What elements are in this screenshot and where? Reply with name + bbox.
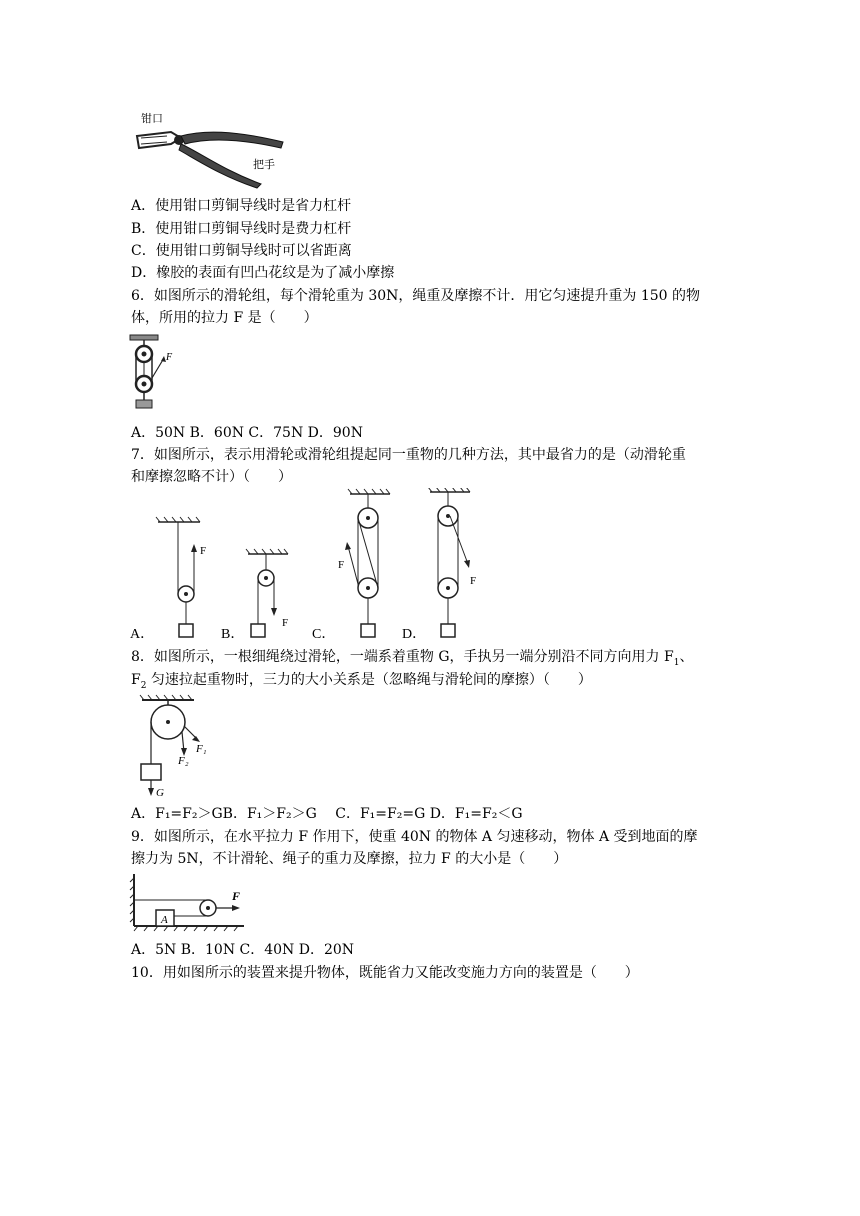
q8-g-label: G	[156, 787, 164, 799]
pliers-handle-label: 把手	[253, 159, 275, 171]
q7-c-force-label: F	[338, 559, 345, 571]
q8-question-line1	[131, 648, 693, 672]
q5-option-a: A．使用钳口剪铜导线时是省力杠杆	[131, 198, 352, 214]
q8-pulley-figure	[134, 692, 224, 802]
q7-option-d-label: D．	[402, 627, 427, 640]
q8-line2-text: F	[131, 672, 141, 688]
q9-a-label: A	[161, 914, 168, 926]
q10-question-line1: 10．用如图所示的装置来提升物体，既能省力又能改变施力方向的装置是（ ）	[131, 965, 639, 981]
q9-options: A．5N B．10N C．40N D．20N	[131, 942, 355, 958]
q7-figure-a	[130, 517, 206, 640]
q9-f-label: F	[232, 889, 241, 903]
q8-line1-sub: 1	[673, 657, 680, 668]
q7-figure-b	[221, 549, 288, 640]
q6-force-label: F	[166, 352, 173, 363]
q8-line2-post: 匀速拉起重物时，三力的大小关系是（忽略绳与滑轮间的摩擦）（ ）	[146, 672, 592, 688]
q7-a-force-label: F	[200, 545, 207, 557]
q5-option-b: B．使用钳口剪铜导线时是费力杠杆	[131, 221, 352, 237]
q7-figure-d	[402, 488, 476, 640]
q7-d-force-label: F	[470, 575, 477, 587]
q5-option-d: D．橡胶的表面有凹凸花纹是为了减小摩擦	[131, 265, 395, 281]
q7-b-force-label: F	[282, 617, 289, 629]
q9-pulley-figure	[128, 870, 248, 932]
q9-question-line2: 擦力为 5N，不计滑轮、绳子的重力及摩擦，拉力 F 的大小是（ ）	[131, 851, 568, 867]
q8-options: A．F₁=F₂＞GB．F₁＞F₂＞G C．F₁=F₂=G D．F₁=F₂＜G	[131, 806, 523, 822]
q5-option-c: C．使用钳口剪铜导线时可以省距离	[131, 243, 352, 259]
q7-option-a-label: A．	[130, 627, 155, 640]
q9-question-line1: 9．如图所示，在水平拉力 F 作用下，使重 40N 的物体 A 匀速移动，物体 A 受到地面的摩	[131, 829, 698, 845]
q7-figure-c	[312, 489, 390, 640]
q7-pulley-options-figure	[128, 488, 488, 640]
q8-f1-label: F₁	[196, 743, 207, 755]
q8-line1-post: 、	[679, 649, 694, 665]
q6-options: A．50N B．60N C．75N D．90N	[131, 425, 363, 441]
q6-pulley-figure	[128, 334, 188, 414]
q7-option-c-label: C．	[312, 627, 336, 640]
q8-line1-text: 8．如图所示，一根细绳绕过滑轮，一端系着重物 G，手执另一端分别沿不同方向用力 F	[131, 649, 674, 665]
q6-question-line2: 体，所用的拉力 F 是（ ）	[131, 310, 318, 326]
q8-line2-sub: 2	[140, 680, 147, 691]
pliers-figure	[133, 108, 293, 190]
pliers-jaw-label: 钳口	[141, 113, 163, 125]
q7-option-b-label: B．	[221, 627, 245, 640]
q8-f2-label: F₂	[178, 755, 189, 767]
q7-question-line2: 和摩擦忽略不计）（ ）	[131, 469, 292, 485]
q7-question-line1: 7．如图所示，表示用滑轮或滑轮组提起同一重物的几种方法，其中最省力的是（动滑轮重	[131, 447, 686, 463]
q6-question-line1: 6．如图所示的滑轮组，每个滑轮重为 30N，绳重及摩擦不计．用它匀速提升重为 150 的物	[131, 288, 701, 304]
